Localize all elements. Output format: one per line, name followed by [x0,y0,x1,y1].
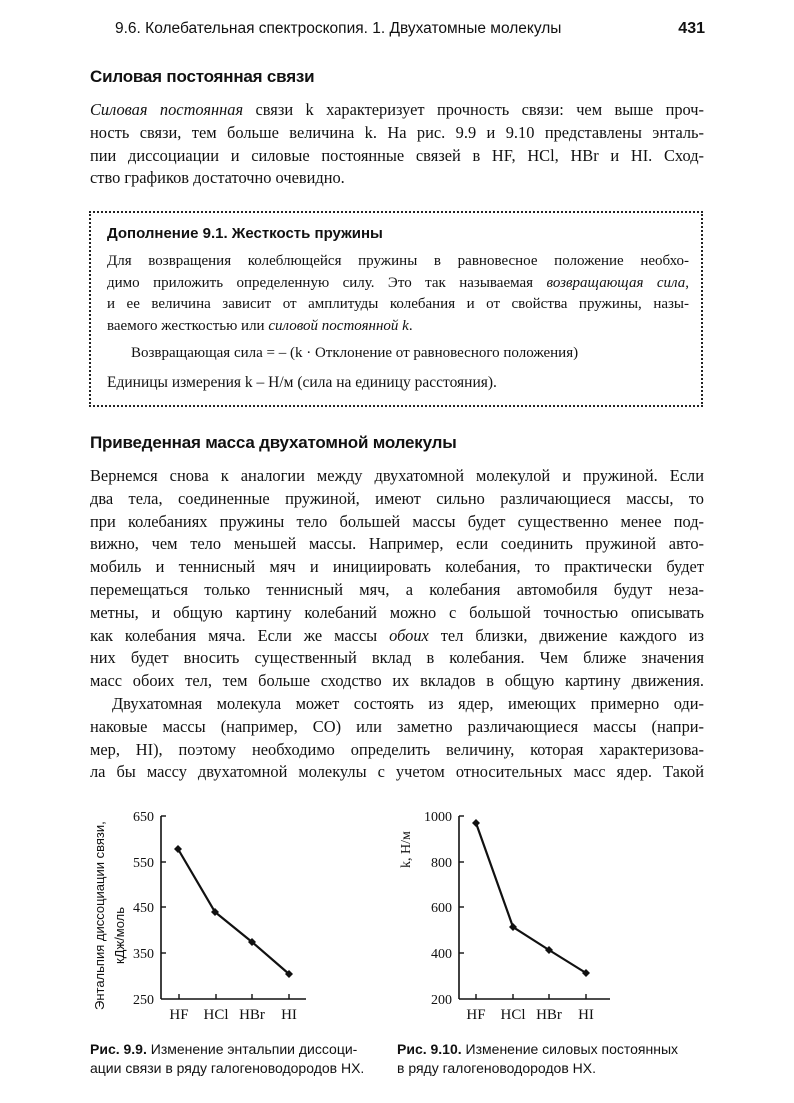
text-line: них будет вносить существенный вклад в колебания. Чем ближе значения [90,648,704,668]
line-text: . [408,317,413,334]
section-heading-reduced-mass: Приведенная масса двухатомной молекулы [90,433,457,452]
line-text: , [685,274,689,291]
svg-text:350: 350 [133,947,154,962]
data-markers [472,819,590,977]
svg-text:HBr: HBr [536,1007,562,1023]
svg-text:400: 400 [431,947,452,962]
text-line: мер, HI), поэтому необходимо определить величину, которая характеризова- [90,739,704,759]
text-line: при колебаниях пружины тело большей массы будет существенно менее под- [90,511,704,531]
series-line [476,823,586,973]
svg-text:HI: HI [281,1007,297,1023]
text-line: Вернемся снова к аналогии между двухатомной молекулой и пружиной. Если [90,466,704,485]
line-text: тел близки, движение каждого из [428,625,705,645]
caption-line [397,1040,678,1059]
text-line: мобиль и теннисный мяч и инициировать колебания, то практически будет [90,557,704,577]
section-heading-force-constant: Силовая постоянная связи [90,67,315,86]
svg-text:HBr: HBr [239,1007,265,1023]
svg-text:250: 250 [133,993,154,1008]
restoring-force-formula: Возвращающая сила = – (k · Отклонение от равновесного положения) [131,345,579,361]
svg-text:200: 200 [431,993,452,1008]
line-text: ваемого жесткостью или [107,317,269,334]
text-line: вижно, чем тело меньшей массы. Например, если соединить пружиной авто- [90,534,704,554]
text-line: наковые массы (например, CO) или заметно различающиеся массы (напри- [90,716,704,736]
svg-text:600: 600 [431,901,452,916]
page-number: 431 [678,20,705,37]
svg-text:Энтальпия диссоциации связи,: Энтальпия диссоциации связи, [92,821,107,1010]
caption-line: ации связи в ряду галогеноводородов HX. [90,1060,365,1076]
text-line: два тела, соединенные пружиной, имеют сильно различающиеся массы, то [90,488,704,508]
text-line: метны, и общую картину колебаний можно с большой точностью описывать [90,602,704,622]
svg-text:1000: 1000 [424,810,452,825]
running-head-title: 9.6. Колебательная спектроскопия. 1. Двухатомные молекулы [115,20,562,37]
line-text: как колебания мяча. Если же массы [90,625,390,645]
text-line: ность связи, тем больше величина k. На рис. 9.9 и 9.10 представлены энталь- [90,122,704,142]
svg-text:550: 550 [133,856,154,871]
svg-text:HF: HF [466,1007,486,1023]
figure-number: Рис. 9.9. [90,1041,147,1057]
line-text: связи k характеризует прочность связи: чем выше проч- [243,100,705,119]
svg-text:800: 800 [431,856,452,871]
line-text: димо приложить определенную силу. Это так называемая [107,274,547,291]
svg-text:кДж/моль: кДж/моль [112,906,127,964]
svg-text:k, Н/м: k, Н/м [399,831,414,868]
caption-figure-9-9 [90,1040,364,1078]
text-line: перемещаться только теннисный мяч, а колебания автомобиля будут неза- [90,579,704,599]
svg-text:HI: HI [578,1007,594,1023]
units-note: Единицы измерения k – Н/м (сила на единицу расстояния). [107,374,497,391]
text-line: Двухатомная молекула может состоять из ядер, имеющих примерно оди- [112,693,704,713]
text-line: масс обоих тел, тем больше сходство их вкладов в общую картину движения. [90,671,704,691]
svg-text:650: 650 [133,810,154,825]
italic-term: возвращающая сила [546,274,686,291]
figure-number: Рис. 9.10. [397,1041,462,1057]
italic-term: силовой постоянной k [268,317,409,334]
y-axis-title [399,831,414,868]
text-line: Для возвращения колеблющейся пружины в равновесное положение необхо- [107,253,689,269]
text-line: пии диссоциации и силовые постоянные связей в HF, HCl, HBr и HI. Сход- [90,145,704,165]
svg-text:450: 450 [133,901,154,916]
svg-text:HCl: HCl [500,1007,526,1023]
text-line: ство графиков достаточно очевидно. [90,168,345,188]
supplement-title: Дополнение 9.1. Жесткость пружины [107,225,383,242]
caption-text: Изменение силовых постоянных [461,1041,679,1057]
italic-term: обоих [389,625,429,645]
caption-text: Изменение энтальпии диссоци- [146,1041,358,1057]
caption-line [90,1040,364,1059]
text-line: и ее величина зависит от амплитуды колебания и от свойства пружины, назы- [107,296,689,312]
svg-text:HF: HF [169,1007,189,1023]
svg-text:HCl: HCl [203,1007,229,1023]
text-line: ла бы массу двухатомной молекулы с учетом относительных масс ядер. Такой [90,762,704,782]
italic-term: Силовая постоянная [90,100,244,119]
caption-figure-9-10 [397,1040,678,1078]
caption-line: в ряду галогеноводородов HX. [397,1060,596,1076]
